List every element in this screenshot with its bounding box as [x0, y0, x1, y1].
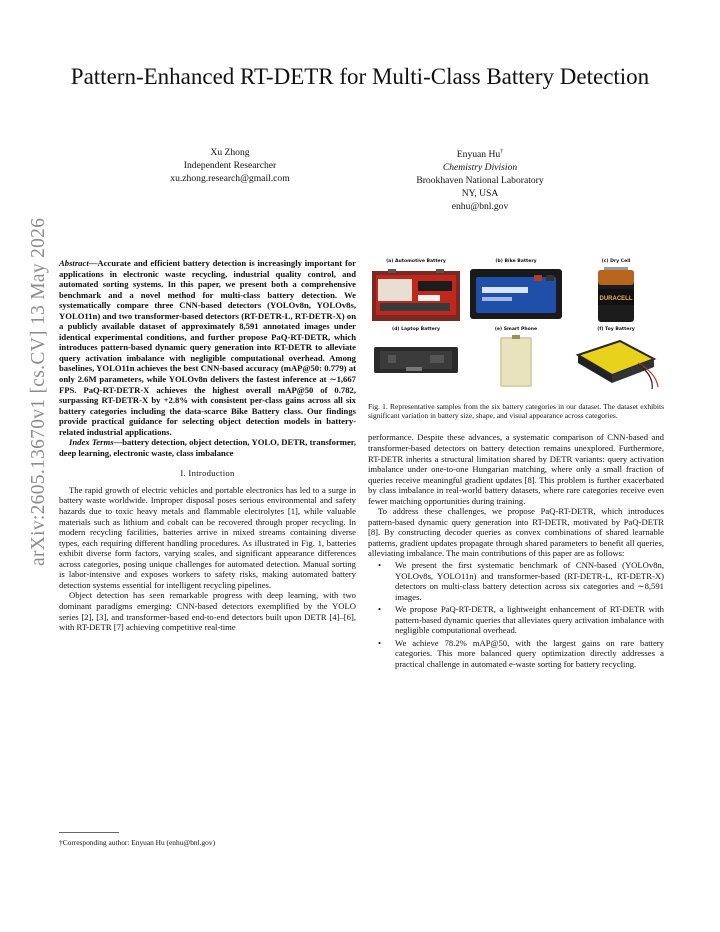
left-column	[59, 258, 356, 633]
contribution-text: We propose PaQ-RT-DETR, a lightweight enhancement of RT-DETR with pattern-based dynamic queries that alleviates query activation imbalance with negligible computational overhead.	[395, 604, 664, 636]
figure-panel-toy	[568, 326, 664, 391]
bullet-icon: •	[378, 637, 382, 648]
author-department: Chemistry Division	[442, 162, 518, 174]
corresponding-mark: †	[500, 149, 504, 155]
paper-title: Pattern-Enhanced RT-DETR for Multi-Class Battery Detection	[70, 64, 650, 89]
author-name: Xu Zhong	[210, 147, 250, 158]
panel-label: (e) Smart Phone	[494, 327, 538, 332]
author-name: Enyuan Hu	[456, 149, 501, 161]
bike-battery-icon	[468, 265, 564, 323]
contribution-text: We present the first systematic benchmark of CNN-based (YOLOv8n, YOLOv8s, YOLO11n) and transformer-based (RT-DETR-L, RT-DETR-X) detectors on multi-class battery detection across six categories and ∼8,591 images.	[395, 559, 664, 602]
author-email: xu.zhong.research@gmail.com	[170, 173, 290, 184]
panel-label: (a) Automotive Battery	[386, 259, 446, 264]
dry-cell-icon	[568, 265, 664, 323]
phone-battery-icon	[468, 333, 564, 391]
author-name-line	[370, 146, 590, 161]
contribution-text: We achieve 78.2% mAP@50, with the largest gains on rare battery categories. This more balanced query optimization directly addresses a practical challenge in automated e-waste sorting for battery recycling.	[395, 637, 664, 669]
intro-paragraph: The rapid growth of electric vehicles and portable electronics has led to a surge in battery waste worldwide. Improper disposal poses serious environmental and safety hazards due to toxic heavy metals and flammable electrolytes [1], while valuable materials such as lithium and cobalt can be recovered through proper recycling. In modern recycling facilities, batteries arrive in mixed streams containing diverse types, each requiring different handling procedures. As illustrated in Fig. 1, batteries exhibit diverse form factors, varying scales, and significant appearance differences across categories, posing unique challenges for automated detection. Manual sorting is labor-intensive and exposes workers to safety risks, making automated battery detection systems essential for intelligent recycling pipelines.	[59, 484, 356, 590]
author-block-2	[370, 146, 590, 213]
author-block-1	[130, 146, 330, 185]
abstract	[59, 258, 356, 437]
section-heading: I. Introduction	[180, 468, 235, 479]
figure-panel-smart-phone	[468, 326, 564, 391]
body-paragraph: performance. Despite these advances, a systematic comparison of CNN-based and transformer-based detectors on battery detection remains unexplored. Furthermore, RT-DETR inherits a structural limitation shared by DETR variants: query activation imbalance under one-to-one Hungarian matching, where only a small fraction of queries receive meaningful gradient updates [8]. This problem is further exacerbated by class imbalance in real-world battery datasets, where rare categories receive even fewer matching opportunities during training.	[368, 432, 664, 506]
index-terms-text: —battery detection, object detection, YOLO, DETR, transformer, deep learning, electronic waste, class imbalance	[59, 437, 356, 458]
right-column	[368, 258, 664, 671]
panel-label: (c) Dry Cell	[601, 259, 631, 264]
bullet-icon: •	[378, 604, 382, 615]
laptop-battery-icon	[368, 333, 464, 391]
arxiv-stamp: arXiv:2605.13670v1 [cs.CV] 13 May 2026	[28, 217, 49, 566]
footnote-divider	[59, 832, 119, 833]
author-affiliation: Brookhaven National Laboratory	[416, 175, 544, 187]
bullet-icon: •	[378, 559, 382, 570]
figure-panel-dry-cell	[568, 258, 664, 323]
body-paragraph: To address these challenges, we propose PaQ-RT-DETR, which introduces pattern-based dynamic query generation into RT-DETR, motivated by PaQ-DETR [8]. By constructing decoder queries as convex combinations of shared learnable patterns, gradient updates propagate through shared parameters to benefit all queries, alleviating imbalance. The main contributions of this paper are as follows:	[368, 506, 664, 559]
figure-1	[368, 258, 664, 398]
index-terms-lead: Index Terms	[69, 437, 114, 448]
footnote: †Corresponding author: Enyuan Hu (enhu@bnl.gov)	[59, 838, 216, 847]
figure-caption: Fig. 1. Representative samples from the six battery categories in our dataset. The dataset exhibits significant variation in battery size, shape, and visual appearance across categories.	[368, 402, 664, 421]
dry-cell-brand: DURACELL	[599, 296, 633, 302]
figure-panel-automotive	[368, 258, 464, 323]
panel-label: (b) Bike Battery	[495, 259, 537, 264]
panel-label: (d) Laptop Battery	[391, 327, 440, 332]
abstract-text: —Accurate and efficient battery detection is increasingly important for applications in electronic waste recycling, industrial quality control, and automated sorting systems. In this paper, we present both a comprehensive benchmark and a novel method for multi-class battery detection. We systematically compare three CNN-based detectors (YOLOv8n, YOLOv8s, YOLO11n) and two transformer-based detectors (RT-DETR-L, RT-DETR-X) on a publicly available dataset of approximately 8,591 annotated images under identical experimental conditions, and further propose PaQ-RT-DETR, which introduces pattern-based dynamic query generation into RT-DETR to alleviate query activation imbalance with negligible computational overhead. Among baselines, YOLO11n achieves the best CNN-based accuracy (mAP@50: 0.779) at only 2.6M parameters, while YOLOv8n delivers the fastest inference at ∼1,667 FPS. PaQ-RT-DETR-X achieves the highest overall mAP@50 of 0.782, surpassing RT-DETR-X by +2.8% with consistent per-class gains across all six battery categories including the data-scarce Bike Battery class. Our findings provide practical guidance for selecting object detection models in battery-related industrial applications.	[59, 258, 356, 437]
list-item	[368, 604, 664, 636]
list-item	[368, 638, 664, 670]
contributions-list	[368, 560, 664, 669]
list-item	[368, 560, 664, 602]
figure-panel-laptop	[368, 326, 464, 391]
abstract-lead: Abstract	[59, 258, 89, 268]
index-terms	[59, 437, 356, 458]
figure-panel-bike	[468, 258, 564, 323]
panel-label: (f) Toy Battery	[597, 327, 635, 332]
author-email: enhu@bnl.gov	[451, 201, 509, 213]
car-battery-icon	[368, 265, 464, 323]
author-affiliation: Independent Researcher	[183, 160, 277, 171]
author-location: NY, USA	[461, 188, 499, 200]
toy-battery-icon	[568, 333, 664, 391]
intro-paragraph: Object detection has seen remarkable progress with deep learning, with two dominant paradigms emerging: CNN-based detectors exemplified by the YOLO series [2], [3], and transformer-based end-to-end detectors built upon DETR [4]–[6], with RT-DETR [7] achieving competitive real-time	[59, 590, 356, 633]
